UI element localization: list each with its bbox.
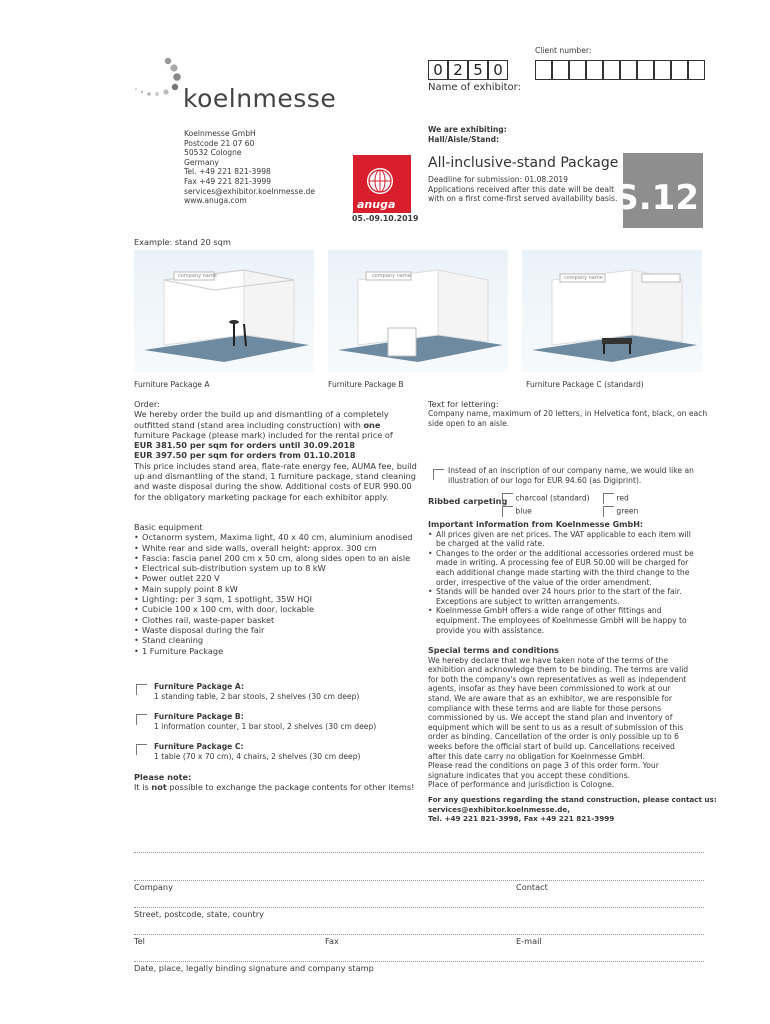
important-line: each additional change made starting with the third change to the [436, 567, 690, 577]
package-title: Furniture Package A: [154, 682, 244, 691]
terms-line: exhibition and acknowledge them to be binding. The terms are valid [428, 665, 689, 675]
logo-option-text: Instead of an inscription of our company name, we would like an [448, 466, 694, 475]
package-title: Furniture Package C: [154, 742, 244, 751]
equipment-item: • Power outlet 220 V [134, 573, 419, 583]
important-line: be charged at the valid rate. [436, 539, 545, 549]
equipment-item: • Stand cleaning [134, 635, 419, 645]
caption-c: Furniture Package C (standard) [526, 380, 644, 389]
terms-heading: Special terms and conditions [428, 646, 559, 655]
important-line: • All prices given are net prices. The VAT applicable to each item will [436, 529, 691, 539]
package-b [154, 712, 376, 731]
carpet-option-label: blue [515, 506, 532, 516]
fascia-sign: company name [564, 275, 603, 281]
note-part: possible to exchange the package contents for other items! [166, 782, 415, 793]
basic-heading: Basic equipment [134, 522, 203, 532]
lettering-text: side open to an aisle. [428, 418, 510, 428]
contact-field-label: Contact [516, 882, 548, 892]
lettering-text: Company name, maximum of 20 letters, in Helvetica font, black, on each [428, 409, 708, 419]
deadline-block [428, 175, 617, 204]
package-c [154, 742, 361, 761]
logo-option-text: illustration of our logo for EUR 94.60 (as Digiprint). [448, 475, 642, 485]
important-item [428, 549, 713, 587]
exhibiting-block [428, 125, 507, 144]
address-line: Koelnmesse GmbH [184, 129, 256, 138]
stand-digit: 0 [488, 60, 508, 80]
carpet-option-label: red [616, 493, 629, 503]
important-item [428, 530, 713, 549]
important-line: provide you with assistance. [436, 625, 545, 635]
terms-line: stand. We are aware that as an exhibitor, we are responsible for [428, 693, 673, 703]
contact-phone: Tel. +49 221 821-3998, Fax +49 221 821-3999 [428, 814, 615, 824]
important-line: Exceptions are subject to written arrangements. [436, 596, 620, 606]
order-text: furniture Package (please mark) included for the rental price of [134, 429, 393, 440]
please-note-heading: Please note: [134, 772, 192, 782]
signature-line[interactable] [134, 961, 704, 962]
carpet-option-label: green [616, 506, 639, 516]
deadline-note: with on a first come-first served availability basis. [428, 194, 618, 204]
important-heading: Important information from Koelnmesse GmbH: [428, 520, 644, 529]
terms-line: We hereby declare that we have taken note of the terms of the [428, 655, 669, 665]
tel-field-label: Tel [134, 936, 145, 946]
equipment-item: • Electrical sub-distribution system up to 8 kW [134, 563, 419, 573]
package-title: All-inclusive-stand Package [428, 155, 619, 171]
client-digit-box[interactable] [535, 60, 552, 80]
terms-section [428, 646, 713, 790]
package-desc: 1 standing table, 2 bar stools, 2 shelves (30 cm deep) [154, 691, 360, 701]
example-label: Example: stand 20 sqm [134, 237, 231, 247]
order-text: for the obligatory marketing package for each exhibitor apply. [134, 491, 389, 502]
terms-line: after this date carry no obligation for Koelnmesse GmbH. [428, 751, 645, 761]
equipment-item: • 1 Furniture Package [134, 646, 419, 656]
carpet-charcoal[interactable] [502, 493, 590, 504]
equipment-item: • Lighting: per 3 sqm, 1 spotlight, 35W HQI [134, 594, 419, 604]
price-until: EUR 381.50 per sqm for orders until 30.09.2018 [134, 440, 356, 451]
tel-line[interactable] [134, 934, 704, 935]
terms-line: weeks before the official start of build up. Cancellations received [428, 741, 675, 751]
terms-line: for both the company's own representatives as well as independent [428, 674, 687, 684]
form-code: S.12 [614, 178, 699, 218]
equipment-item: • Octanorm system, Maxima light, 40 x 40 cm, aluminium anodised [134, 532, 419, 542]
email-field-label: E-mail [516, 936, 542, 946]
order-text-part: outfitted stand (stand area including construction) with [134, 419, 361, 430]
note-bold: not [151, 782, 167, 793]
terms-line: signature indicates that you accept these conditions. [428, 770, 630, 780]
stand-image-b [328, 250, 508, 372]
fascia-sign: company name [372, 273, 411, 279]
lettering-section [428, 399, 708, 428]
fax-field-label: Fax [325, 936, 339, 946]
lettering-heading: Text for lettering: [428, 399, 499, 409]
carpet-blue[interactable] [502, 506, 532, 517]
address-line: 50532 Cologne [184, 148, 242, 158]
name-of-exhibitor-label: Name of exhibitor: [428, 82, 521, 93]
anuga-wordmark: anuga [357, 198, 396, 211]
package-a [154, 682, 359, 701]
equipment-item: • Cubicle 100 x 100 cm, with door, lockable [134, 604, 419, 614]
important-line: • Stands will be handed over 24 hours prior to the start of the fair. [436, 587, 682, 597]
address-line: Germany [184, 157, 219, 167]
package-title: Furniture Package B: [154, 712, 244, 721]
package-a-checkbox[interactable] [136, 679, 147, 698]
order-heading: Order: [134, 399, 160, 409]
package-c-checkbox[interactable] [136, 739, 147, 758]
stand-digit: 0 [428, 60, 448, 80]
terms-line: commissioned by us. We accept the stand plan and inventory of [428, 713, 673, 723]
package-b-checkbox[interactable] [136, 709, 147, 728]
client-number-field[interactable] [535, 60, 705, 80]
important-line: order, irrespective of the value of the order amendment. [436, 577, 652, 587]
fair-dates: 05.-09.10.2019 [352, 214, 419, 223]
order-text: We hereby order the build up and dismantling of a completely [134, 409, 389, 420]
terms-line: agents, insofar as they have been commissioned to work at our [428, 684, 671, 694]
street-line[interactable] [134, 907, 704, 908]
order-text: up and dismantling of the stand, 1 furniture package, stand cleaning [134, 471, 417, 482]
terms-line: order as binding. Cancellation of the order is only possible up to 6 [428, 732, 679, 742]
stand-image-c [522, 250, 702, 372]
address-line: Fax +49 221 821-3999 [184, 176, 272, 186]
order-text-bold: one [363, 419, 381, 430]
company-field-label: Company [134, 882, 173, 892]
address-line: Postcode 21 07 60 [184, 138, 255, 148]
form-code-badge [614, 153, 703, 228]
address-line[interactable]: www.anuga.com [184, 196, 247, 206]
caption-b: Furniture Package B [328, 380, 404, 389]
please-note-text [134, 782, 414, 792]
order-text: This price includes stand area, flate-rate energy fee, AUMA fee, build [134, 460, 417, 471]
please-note [134, 772, 414, 793]
terms-line: Place of performance and jurisdiction is Cologne. [428, 780, 615, 790]
equipment-item: • Waste disposal during the fair [134, 625, 419, 635]
terms-line: Please read the conditions on page 3 of this order form. Your [428, 761, 659, 771]
equipment-item: • White rear and side walls, overall height: approx. 300 cm [134, 543, 419, 553]
exhibiting-label: We are exhibiting: [428, 125, 507, 134]
terms-line: compliance with these terms and are liable for those persons [428, 703, 662, 713]
client-digit-box[interactable] [552, 60, 569, 80]
contact-email[interactable]: services@exhibitor.koelnmesse.de, [428, 804, 571, 814]
client-digit-box[interactable] [586, 60, 603, 80]
client-digit-box[interactable] [637, 60, 654, 80]
caption-a: Furniture Package A [134, 380, 210, 389]
price-from: EUR 397.50 per sqm for orders from 01.10.2018 [134, 450, 356, 461]
carpet-green[interactable] [603, 506, 638, 517]
terms-line: equipment which will be sent to us as a result of submission of this [428, 722, 684, 732]
order-text: and waste disposal during the show. Additional costs of EUR 990.00 [134, 481, 412, 492]
important-line: • Changes to the order or the additional accessories ordered must be [436, 548, 694, 558]
important-info [428, 520, 713, 635]
basic-equipment [134, 522, 419, 656]
street-field-label: Street, postcode, state, country [134, 909, 264, 919]
important-item [428, 587, 713, 606]
important-line: • Koelnmesse GmbH offers a wide range of other fittings and [436, 606, 662, 616]
client-digit-box[interactable] [620, 60, 637, 80]
equipment-item: • Main supply point 8 kW [134, 584, 419, 594]
deadline: Deadline for submission: 01.08.2019 [428, 175, 568, 184]
stand-digit: 5 [468, 60, 488, 80]
client-digit-box[interactable] [671, 60, 688, 80]
carpet-red[interactable] [603, 493, 629, 504]
note-part: It is [134, 782, 152, 793]
company-line[interactable] [134, 880, 704, 881]
logo-option-checkbox[interactable] [433, 464, 444, 483]
order-section [134, 399, 419, 502]
client-digit-box[interactable] [688, 60, 705, 80]
client-number-label: Client number: [535, 46, 592, 55]
koelnmesse-logo-text: koelnmesse [183, 84, 337, 113]
address-block [184, 129, 315, 206]
package-desc: 1 table (70 x 70 cm), 4 chairs, 2 shelves (30 cm deep) [154, 751, 361, 761]
package-desc: 1 information counter, 1 bar stool, 2 shelves (30 cm deep) [154, 721, 377, 731]
signature-field-label: Date, place, legally binding signature and company stamp [134, 963, 374, 973]
equipment-item: • Fascia: fascia panel 200 cm x 50 cm, along sides open to an aisle [134, 553, 419, 563]
signature-top-line [134, 852, 704, 853]
logo-option [448, 466, 694, 485]
address-line[interactable]: services@exhibitor.koelnmesse.de [184, 186, 316, 196]
contact-info [428, 795, 717, 824]
client-digit-box[interactable] [569, 60, 586, 80]
deadline-note: Applications received after this date will be dealt [428, 184, 615, 194]
order-text [134, 420, 419, 430]
important-item [428, 606, 713, 635]
fascia-sign: company name [178, 273, 217, 279]
stand-number-boxes [428, 60, 508, 80]
important-line: equipment. The employees of Koelnmesse GmbH will be happy to [436, 615, 687, 625]
stand-digit: 2 [448, 60, 468, 80]
carpet-option-label: charcoal (standard) [515, 493, 590, 503]
important-line: made in writing. A processing fee of EUR 50.00 will be charged for [436, 558, 689, 568]
client-digit-box[interactable] [654, 60, 671, 80]
hall-aisle-stand-label: Hall/Aisle/Stand: [428, 134, 500, 144]
address-line: Tel. +49 221 821-3998 [184, 167, 271, 177]
equipment-item: • Clothes rail, waste-paper basket [134, 615, 419, 625]
stand-image-a [134, 250, 314, 372]
contact-line: For any questions regarding the stand construction, please contact us: [428, 795, 717, 804]
anuga-logo [353, 155, 411, 213]
client-digit-box[interactable] [603, 60, 620, 80]
carpet-label: Ribbed carpeting [428, 496, 508, 506]
koelnmesse-logo-mark [130, 55, 190, 105]
